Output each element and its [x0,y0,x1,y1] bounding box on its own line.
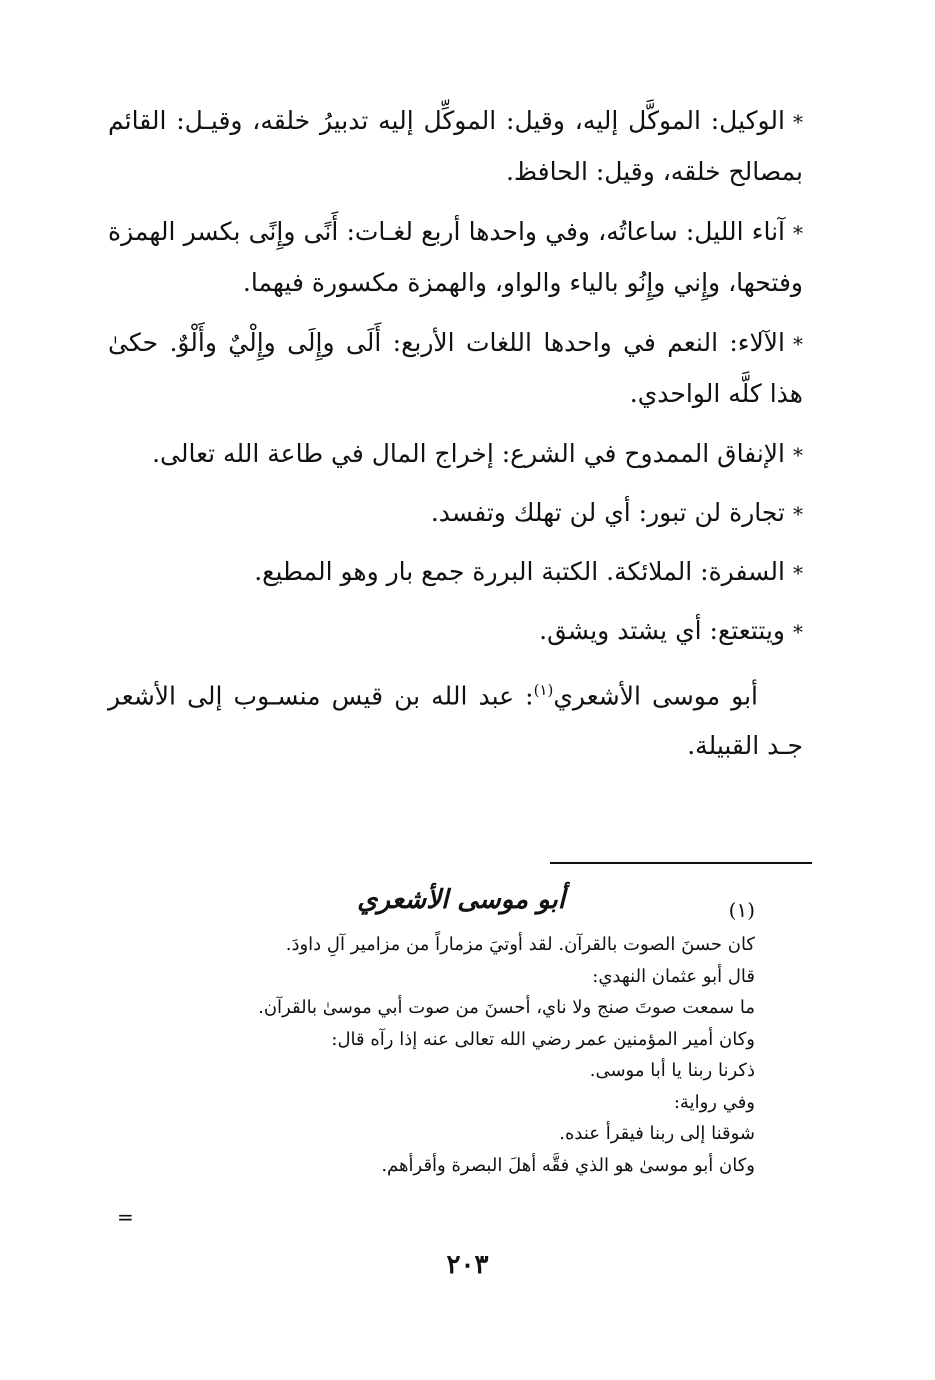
asterisk-icon: * [793,221,803,245]
asterisk-icon: * [793,561,803,585]
asterisk-icon: * [793,502,803,526]
entry-safara [108,547,803,598]
entry-text: تجارة لن تبور: أي لن تهلك وتفسد. [430,498,785,527]
footnote-title: أبو موسى الأشعري [357,885,565,915]
entry-alaa [108,318,803,419]
entry-text: : عبد الله بن قيس منسـوب إلى الأشعر جـد القبيلة. [108,681,803,761]
footnote-line: ذكرنا ربنا يا أبا موسى. [589,1060,755,1081]
main-text [108,96,803,781]
footnote-line: شوقنا إلى ربنا فيقرأ عنده. [559,1123,755,1144]
asterisk-icon: * [793,332,803,356]
entry-anaa-al-layl [108,207,803,308]
entry-infaq [108,429,803,480]
asterisk-icon: * [793,110,803,134]
entry-text: الوكيل: الموكَّل إليه، وقيل: الموكِّل إليه تدبيرُ خلقه، وقيـل: القائم بمصالح خلقه، وقيل: الحافظ. [108,106,803,186]
entry-text: آناء الليل: ساعاتُه، وفي واحدها أربع لغـات: أَنًى وإِنًى بكسر الهمزة وفتحها، وإِني وإِنُو بالياء والواو، والهمزة مكسورة فيهما. [108,217,803,297]
footnote-line: ما سمعت صوتَ صنج ولا ناي، أحسنَ من صوت أبي موسىٰ بالقرآن. [258,997,755,1018]
entry-text: ويتتعتع: أي يشتد ويشق. [539,616,785,645]
asterisk-icon: * [793,620,803,644]
entry-wakil [108,96,803,197]
footnote-line: كان حسنَ الصوت بالقرآن. لقد أوتيَ مزماراً من مزامير آلِ داودَ. [285,934,755,955]
footnote-line: وكان أمير المؤمنين عمر رضي الله تعالى عنه إذا رآه قال: [331,1028,755,1050]
page-number: ٢٠٣ [446,1250,489,1280]
entry-text: السفرة: الملائكة. الكتبة البررة جمع بار وهو المطيع. [254,557,785,586]
footnote [258,885,755,1181]
margin-mark: = [117,1205,134,1229]
entry-text: الإنفاق الممدوح في الشرع: إخراج المال في طاعة الله تعالى. [152,439,785,468]
entry-text: أبو موسى الأشعري [553,681,758,711]
entry-tijara [108,488,803,539]
entry-yatata [108,606,803,657]
footnote-line: وكان أبو موسىٰ هو الذي فقَّه أهلَ البصرة وأقرأهم. [381,1154,755,1176]
footnote-line: وفي رواية: [673,1091,755,1113]
entry-abu-musa [108,665,803,771]
footnote-reference[interactable]: (١) [533,681,554,699]
footnote-number: (١) [728,898,755,922]
entry-text: الآلاء: النعم في واحدها اللغات الأربع: أَلَى وإِلَى وإِلْيٌ وأَلْوٌ. حكىٰ هذا كلَّه الواحدي. [108,328,803,408]
asterisk-icon: * [793,443,803,467]
footnote-header [330,885,755,929]
footnote-line: قال أبو عثمان النهدي: [592,965,755,987]
footnote-divider [550,862,812,864]
